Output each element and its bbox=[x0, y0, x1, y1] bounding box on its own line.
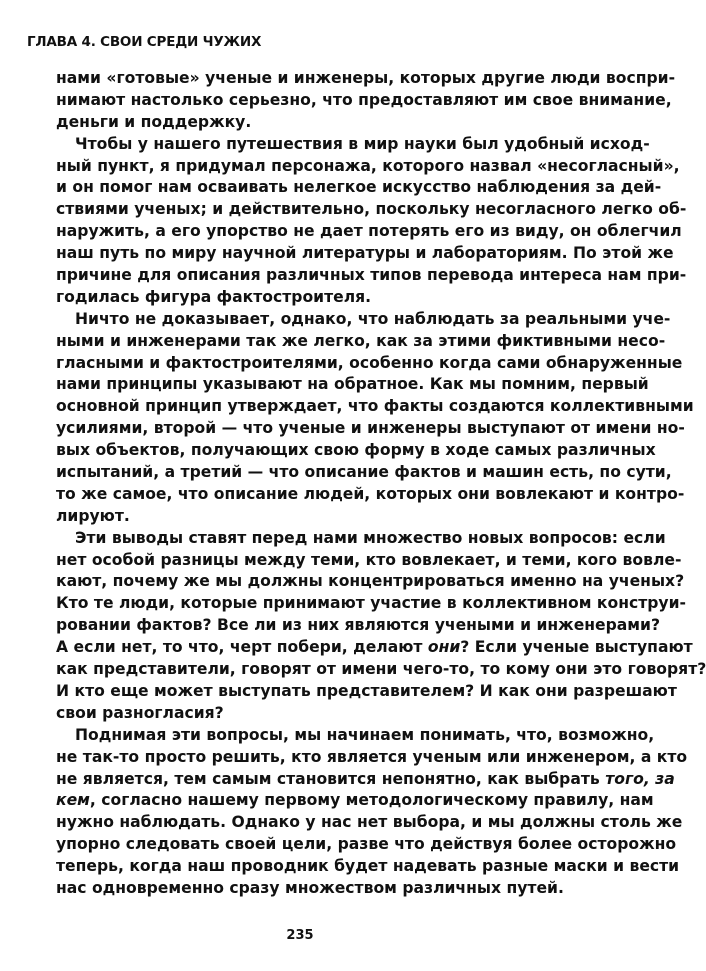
text-line: ными и инженерами так же легко, как за этими фиктивными несо- bbox=[56, 331, 666, 350]
text-line: наш путь по миру научной литературы и лабораториям. По этой же bbox=[56, 244, 674, 263]
text-line bbox=[56, 790, 654, 812]
text-line: нас одновременно сразу множеством различных путей. bbox=[56, 878, 564, 897]
text-line: наружить, а его упорство не дает потерять его из виду, он облегчил bbox=[56, 222, 682, 241]
text-line: вых объектов, получающих свою форму в ходе самых различных bbox=[56, 441, 656, 460]
italic-word: они bbox=[427, 638, 461, 657]
text-line: Чтобы у нашего путешествия в мир науки был удобный исход- bbox=[75, 134, 650, 153]
text-line: Ничто не доказывает, однако, что наблюдать за реальными уче- bbox=[75, 309, 671, 328]
italic-word: кем bbox=[56, 791, 90, 810]
text-line: свои разногласия? bbox=[56, 703, 224, 722]
text-line: деньги и поддержку. bbox=[56, 112, 252, 131]
text-line bbox=[56, 769, 675, 791]
text-line: Поднимая эти вопросы, мы начинаем понимать, что, возможно, bbox=[75, 725, 655, 744]
text-line: теперь, когда наш проводник будет надевать разные маски и вести bbox=[56, 857, 680, 876]
text-run: ? Если ученые выступают bbox=[460, 638, 693, 657]
text-run: А если нет, то что, черт побери, делают bbox=[56, 638, 428, 657]
text-line: годилась фигура фактостроителя. bbox=[56, 287, 372, 306]
text-line: И кто еще может выступать представителем? И как они разрешают bbox=[56, 681, 677, 700]
text-line: ровании фактов? Все ли из них являются учеными и инженерами? bbox=[56, 616, 661, 635]
text-run: не является, тем самым становится непонятно, как выбрать bbox=[56, 769, 606, 788]
text-line: нет особой разницы между теми, кто вовлекает, и теми, кого вовле- bbox=[56, 550, 682, 569]
text-line: основной принцип утверждает, что факты создаются коллективными bbox=[56, 397, 694, 416]
text-line: ствиями ученых; и действительно, поскольку несогласного легко об- bbox=[56, 200, 687, 219]
text-run: , согласно нашему первому методологическому правилу, нам bbox=[89, 791, 654, 810]
page-number: 235 bbox=[286, 928, 314, 943]
text-line: испытаний, а третий — что описание фактов и машин есть, по сути, bbox=[56, 463, 672, 482]
text-line: причине для описания различных типов перевода интереса нам при- bbox=[56, 266, 687, 285]
text-line: упорно следовать своей цели, разве что действуя более осторожно bbox=[56, 835, 677, 854]
text-line: нужно наблюдать. Однако у нас нет выбора, и мы должны столь же bbox=[56, 813, 683, 832]
text-line: лируют. bbox=[56, 506, 130, 525]
text-line: и он помог нам осваивать нелегкое искусство наблюдения за дей- bbox=[56, 178, 662, 197]
text-line: нимают настолько серьезно, что предоставляют им свое внимание, bbox=[56, 90, 672, 109]
text-line: Кто те люди, которые принимают участие в коллективном конструи- bbox=[56, 594, 686, 613]
body-text bbox=[56, 68, 706, 900]
text-line: не так-то просто решить, кто является ученым или инженером, а кто bbox=[56, 747, 688, 766]
text-line: нами принципы указывают на обратное. Как мы помним, первый bbox=[56, 375, 649, 394]
text-line: Эти выводы ставят перед нами множество новых вопросов: если bbox=[75, 528, 666, 547]
text-line bbox=[56, 637, 693, 659]
text-line: усилиями, второй — что ученые и инженеры выступают от имени но- bbox=[56, 419, 685, 438]
chapter-header: ГЛАВА 4. СВОИ СРЕДИ ЧУЖИХ bbox=[27, 34, 262, 50]
text-line: гласными и фактостроителями, особенно когда сами обнаруженные bbox=[56, 353, 683, 372]
italic-word: того, за bbox=[605, 769, 675, 788]
text-line: то же самое, что описание людей, которых они вовлекают и контро- bbox=[56, 484, 685, 503]
text-line: кают, почему же мы должны концентрироваться именно на ученых? bbox=[56, 572, 685, 591]
text-line: как представители, говорят от имени чего-то, то кому они это говорят? bbox=[56, 660, 706, 679]
text-line: нами «готовые» ученые и инженеры, которых другие люди воспри- bbox=[56, 69, 676, 87]
text-line: ный пункт, я придумал персонажа, которого назвал «несогласный», bbox=[56, 156, 680, 175]
